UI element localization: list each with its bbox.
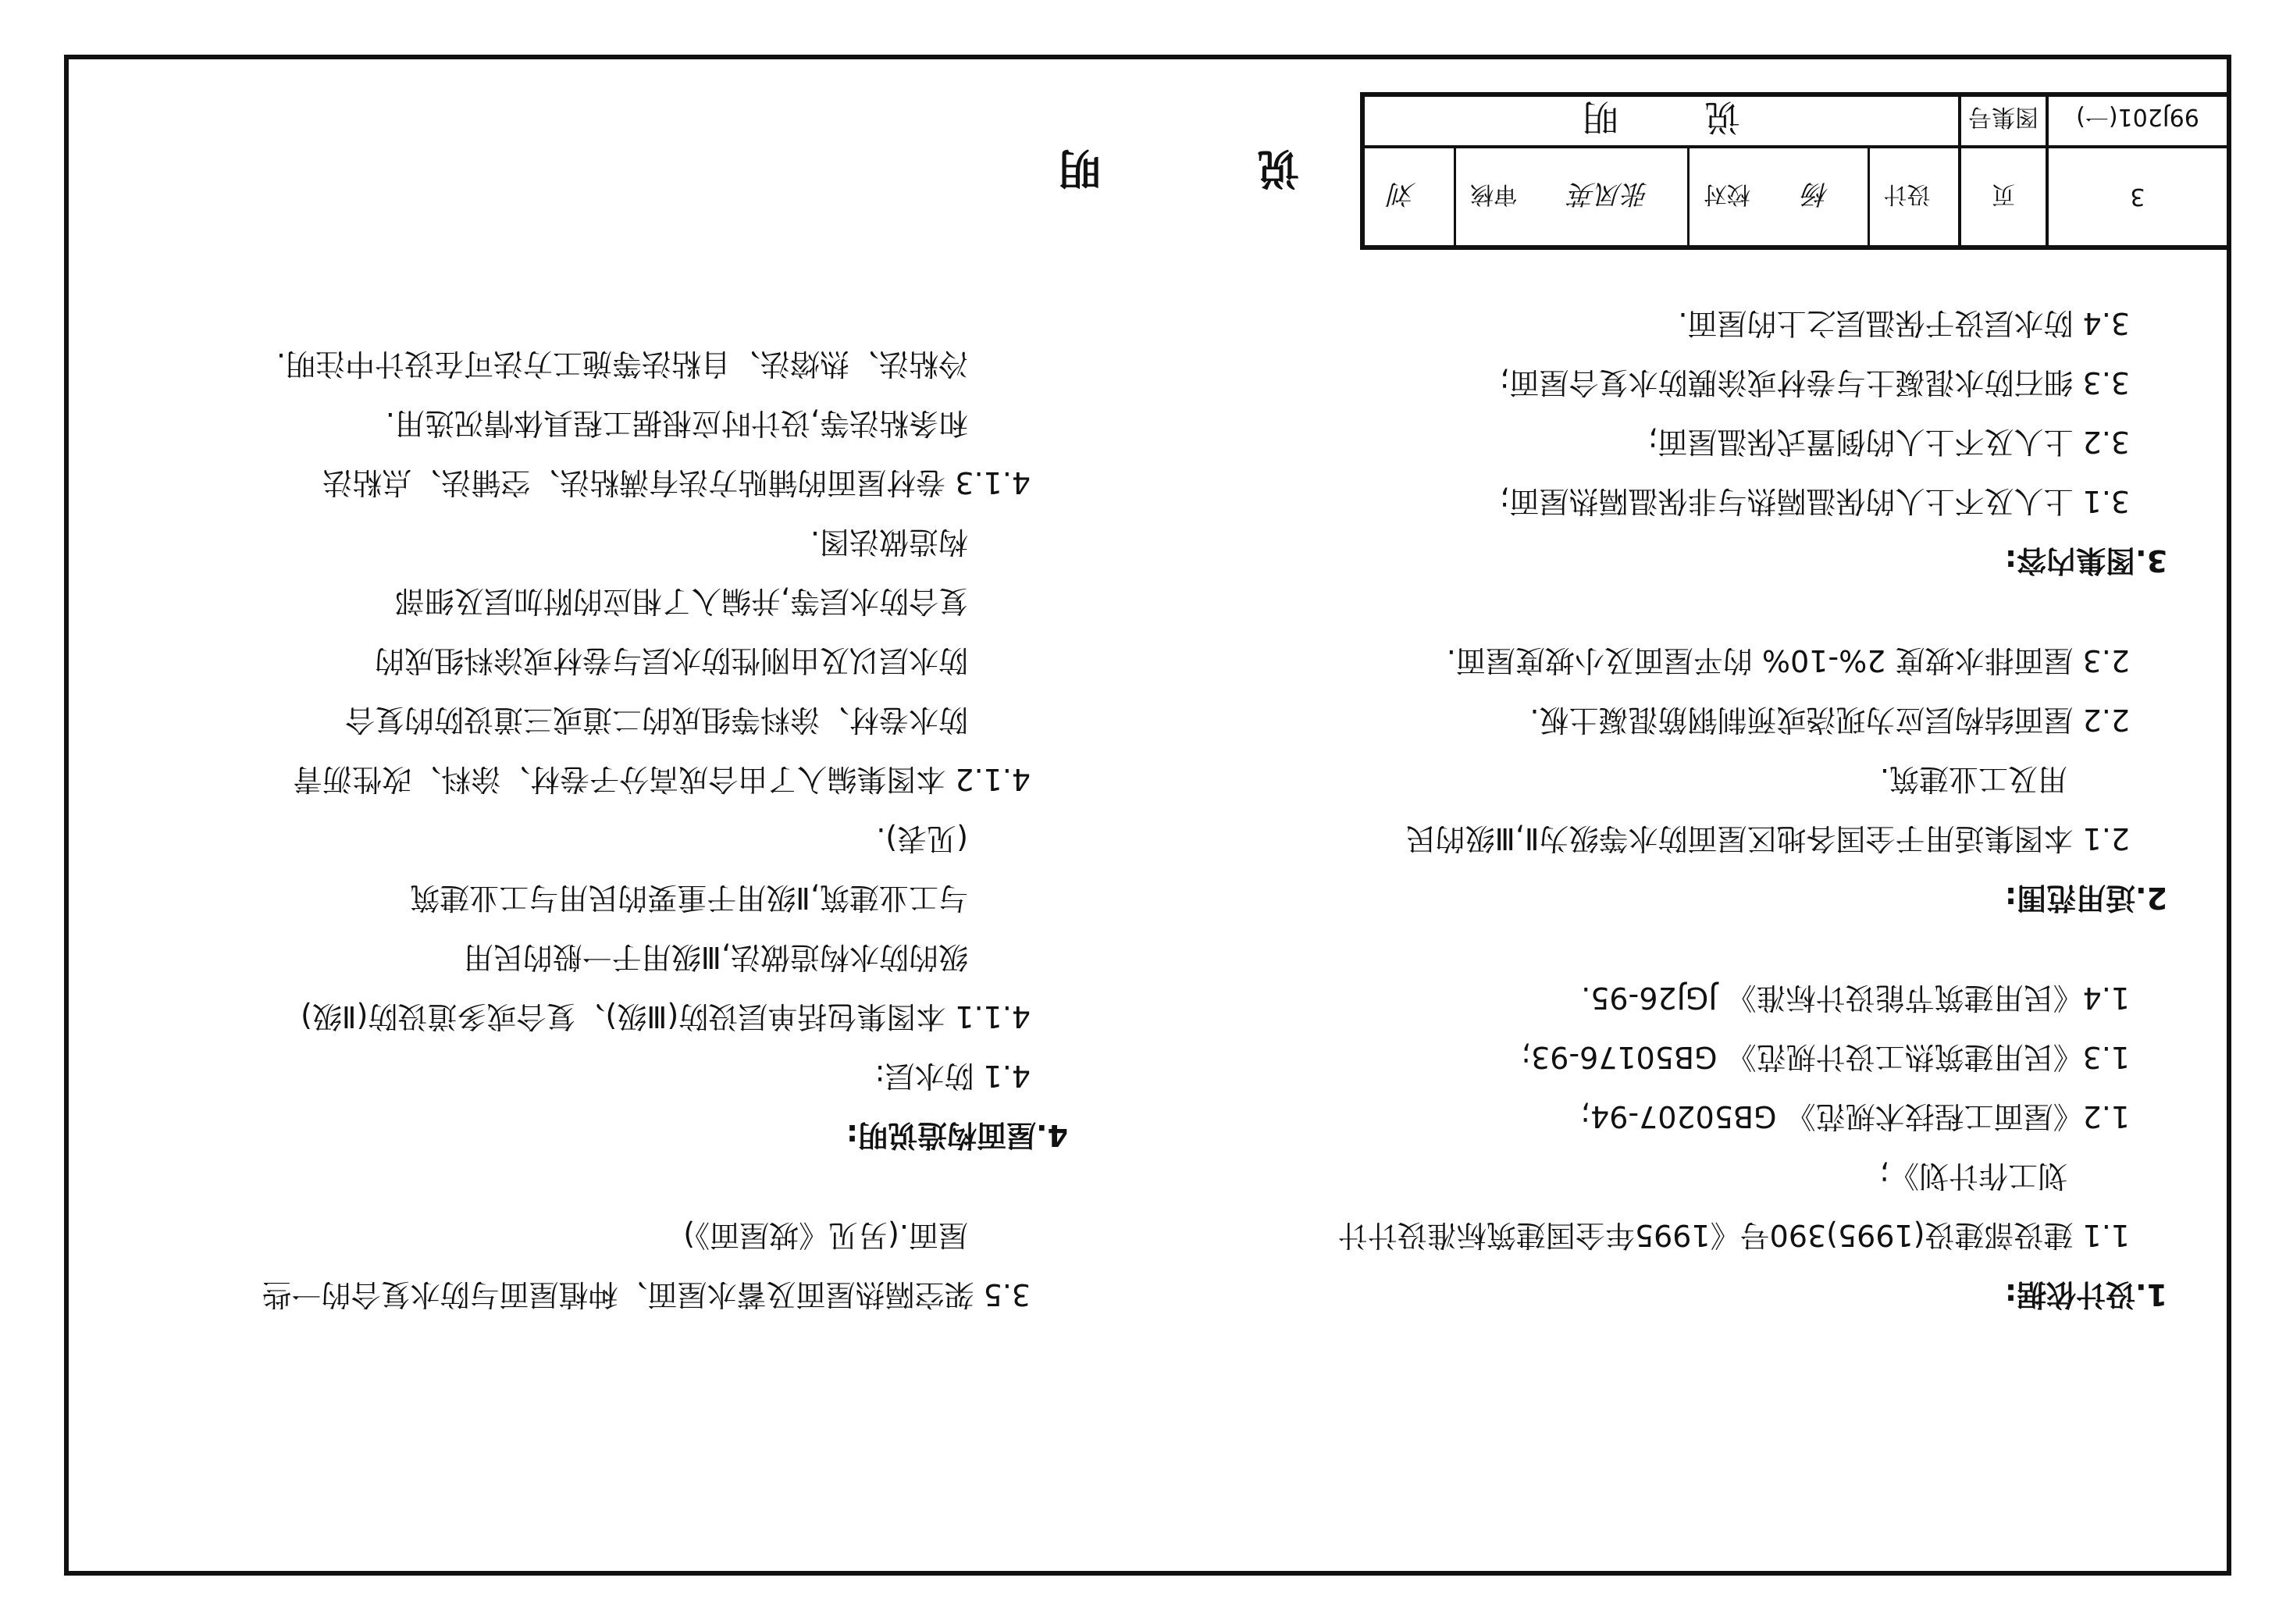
page-label-cell: [1958, 145, 2046, 245]
check-signature: 张凤英: [1569, 178, 1650, 210]
left-text-line: 2.1 本图集适用于全国各地区屋面防水等级为Ⅱ,Ⅲ级的民: [1405, 821, 2130, 856]
right-text-line: 级的防水构造做法,Ⅲ级用于一般的民用: [463, 940, 968, 974]
right-text-line: 屋面.(另见《坡屋面》): [683, 1218, 968, 1252]
right-text-line: (见表).: [876, 821, 968, 856]
left-spacer: [1090, 590, 2167, 631]
page-value-cell: [2046, 145, 2227, 245]
left-text-line: 1.2《屋面工程技术规范》 GB50207-94;: [1580, 1099, 2130, 1134]
right-section-heading: 4.屋面构造说明:: [846, 1118, 1068, 1152]
page-label: 页: [1992, 180, 2015, 208]
page-value: 3: [2130, 183, 2145, 211]
left-text-line: 3.1 上人及不上人的保温隔热与非保温隔热屋面;: [1499, 484, 2130, 518]
design-signature: 杨: [1802, 178, 1829, 210]
right-text-line: 防水层以及由刚性防水层与卷材或涂料组成的: [374, 643, 968, 678]
right-text-line: 与工业建筑,Ⅱ级用于重要的民用与工业建筑: [410, 881, 968, 915]
review-signature: 刘: [1389, 178, 1416, 210]
right-text-line: 4.1 防水层:: [874, 1059, 1031, 1093]
left-text-column: [1090, 294, 2167, 1324]
right-text-line: 和条粘法等,设计时应根据工程具体情况选用.: [385, 406, 968, 440]
document-title: 说明: [903, 144, 1299, 193]
right-text-line: 冷粘法、热熔法、自粘法等施工方法可在设计中注明.: [276, 347, 968, 381]
review-label: 审核: [1454, 148, 1531, 245]
design-label: 设计: [1868, 148, 1945, 245]
check-label: 校对: [1687, 148, 1764, 245]
left-section-heading: 2.适用范围:: [2004, 881, 2167, 915]
right-spacer: [92, 1165, 1068, 1206]
atlas-number: 99J201(一): [2076, 103, 2199, 130]
left-text-line: 划工作计划》;: [1879, 1159, 2067, 1193]
left-text-line: 1.3《民用建筑热工设计规范》 GB50176-93;: [1521, 1040, 2130, 1074]
right-text-line: 4.1.3 卷材屋面的铺贴方法有满粘法、空铺法、点粘法: [322, 465, 1031, 500]
right-text-line: 复合防水层等,并编入了相应的附加层及细部: [394, 584, 968, 618]
atlas-label-cell: [1958, 94, 2046, 145]
left-text-line: 1.1 建设部建设(1995)390号《1995年全国建筑标准设计计: [1337, 1218, 2130, 1252]
left-section-heading: 1.设计依据:: [2004, 1277, 2167, 1312]
right-text-line: 4.1.2 本图集编入了由合成高分子卷材、涂料、改性沥青: [293, 762, 1031, 796]
left-text-line: 用及工业建筑.: [1879, 762, 2067, 796]
atlas-label: 图集号: [1968, 103, 2039, 130]
atlas-number-cell: [2046, 94, 2227, 145]
left-text-line: 3.4 防水层设于保温层之上的屋面.: [1678, 306, 2130, 340]
right-text-line: 4.1.1 本图集包括单层设防(Ⅲ级)、复合或多道设防(Ⅱ级): [301, 999, 1031, 1034]
right-text-line: 构造做法图.: [810, 525, 968, 559]
title-block: [1360, 92, 2231, 250]
left-section-heading: 3.图集内容:: [2004, 543, 2167, 578]
right-text-line: 3.5 架空隔热屋面及蓄水屋面、种植屋面与防水复合的一些: [262, 1277, 1031, 1312]
title-cell: [1365, 94, 1958, 145]
right-text-column: [92, 334, 1068, 1324]
left-text-line: 2.3 屋面排水坡度 2%-10% 的平屋面及小坡度屋面.: [1446, 643, 2130, 678]
left-text-line: 3.3 细石防水混凝土与卷材或涂膜防水复合屋面;: [1499, 365, 2130, 400]
left-text-line: 3.2 上人及不上人的倒置式保温屋面;: [1647, 425, 2130, 459]
title-block-title: 说明: [1497, 96, 1740, 138]
signature-row: [1365, 145, 1958, 245]
right-text-line: 防水卷材、涂料等组成的二道或三道设防的复合: [344, 703, 968, 737]
left-text-line: 2.2 屋面结构层应为现浇或预制钢筋混凝土板.: [1529, 703, 2130, 737]
left-spacer: [1090, 928, 2167, 968]
left-text-line: 1.4《民用建筑节能设计标准》 JGJ26-95.: [1581, 981, 2130, 1015]
